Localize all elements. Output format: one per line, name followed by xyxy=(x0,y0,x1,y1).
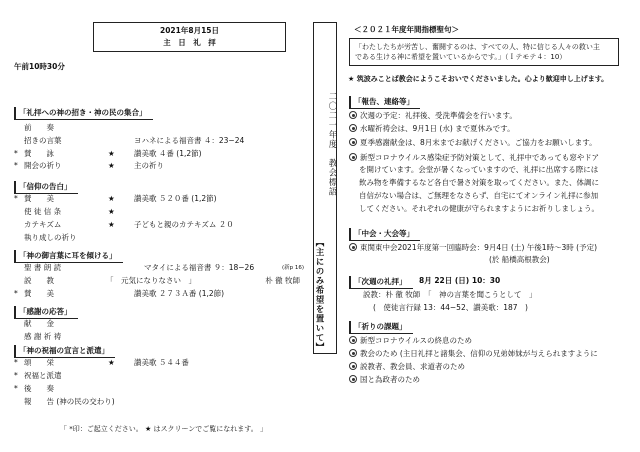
year-motto-label: 二〇二一年度 教会標語 xyxy=(327,92,337,197)
church-motto: 【主にのみ希望を置いて】 xyxy=(314,238,324,352)
service-title: 主 日 礼 拝 xyxy=(163,38,216,47)
section-heading: 「感謝の応答」 xyxy=(14,306,78,319)
screen-star-icon: ★ xyxy=(108,194,115,203)
list-item: 新型コロナウイルス感染症予防対策として、礼拝中であっても窓やドア xyxy=(349,152,599,163)
date-title-box xyxy=(93,22,286,52)
bullet-icon xyxy=(349,138,357,146)
scripture-box xyxy=(349,38,619,66)
order-section: 「感謝の応答」 献 金 感 謝 祈 祷 xyxy=(14,306,302,342)
screen-star-icon: ★ xyxy=(108,220,115,229)
bullet-icon xyxy=(349,336,357,344)
bullet-icon xyxy=(349,124,357,132)
bullet-icon xyxy=(349,375,357,383)
footnote: 「 *印：ご起立ください。 ★ はスクリーンでご覧になれます。 」 xyxy=(60,425,267,433)
bullet-icon xyxy=(349,153,357,161)
next-week-sermon: 説教：朴 徹 牧師 「 神の言葉を聞こうとして 」 xyxy=(363,290,537,299)
next-week xyxy=(349,276,629,316)
screen-star-icon: ★ xyxy=(108,149,115,158)
list-item: 説教者、教会員、求道者のため xyxy=(349,361,465,372)
list-item: 教会のため (主日礼拝と諸集会、信仰の兄弟姉妹が与えられますように xyxy=(349,348,598,359)
list-item: 次週の予定：礼拝後、受洗準備会を行います。 xyxy=(349,110,517,121)
order-section: 「神の祝福の宣言と派遣」 * 頌 栄 ★ 讃美歌 ５４４番 * 祝福と派遣 * 後 奏 報 告 (神の民の交わり) xyxy=(14,346,189,406)
scripture-text-2: である生ける神に希望を置いているからです。」（Ｉテモテ４：10） xyxy=(355,53,567,61)
scripture-heading: ＜２０２１年度年間指標聖句＞ xyxy=(354,25,459,34)
meetings-heading: 「中会・大会等」 xyxy=(349,228,420,241)
next-week-heading: 「次週の礼拝」 xyxy=(349,276,413,289)
section-heading: 「礼拝への神の招き・神の民の集合」 xyxy=(14,107,153,120)
order-section: 「信仰の告白」 * 賛 美 ★ 讃美歌 ５２０番 (1,2節) 使 徒 信 条 ★ カテキズム ★ 子どもと親のカテキズム ２０ 執り成しの祈り xyxy=(14,182,234,242)
bullet-icon xyxy=(349,111,357,119)
next-week-date: 8月 22日 (日) 10：30 xyxy=(419,276,501,285)
screen-star-icon: ★ xyxy=(108,358,115,367)
scripture-text-1: 「わたしたちが労苦し、奮闘するのは、すべての人、特に信じる人々の救い主 xyxy=(355,43,600,51)
section-heading: 「信仰の告白」 xyxy=(14,181,78,194)
next-week-reading: ( 使徒言行録 13：44−52、讃美歌：187 ) xyxy=(373,303,528,312)
list-item-continued: を開けています。会堂が暑くなっていますので、礼拝に出席する際には xyxy=(359,165,599,174)
screen-star-icon: ★ xyxy=(108,161,115,170)
order-section: 「礼拝への神の招き・神の民の集合」 前 奏 招きの言葉 ヨハネによる福音書 ４：23−24 * 賛 詠 ★ 讃美歌 ４番 (1,2節) * 開会の祈り ★ 主の祈り xyxy=(14,108,245,170)
service-time: 午前10時30分 xyxy=(14,62,65,71)
service-date: 2021年8月15日 xyxy=(159,26,220,35)
list-item: 水曜祈祷会は、9月1日 (水) まで夏休みです。 xyxy=(349,123,515,134)
screen-star-icon: ★ xyxy=(108,207,115,216)
bullet-icon xyxy=(349,362,357,370)
list-item-continued: 飲み物を準備するなど各自で暑さ対策を取ってください。また、体調に xyxy=(359,178,599,187)
bullet-icon xyxy=(349,349,357,357)
list-item-continued: してください。それぞれの健康が守られますようにお祈りしましょう。 xyxy=(359,204,599,213)
bullet-icon xyxy=(349,243,357,251)
list-item: 東関東中会2021年度第一回臨時会：9月4日 (土) 午後1時〜3時 (予定) xyxy=(349,242,597,253)
reports-heading: 「報告、連絡等」 xyxy=(349,96,420,109)
welcome-message: ★ 筑波みことば教会にようこそおいでくださいました。心より歓迎申し上げます。 xyxy=(348,75,609,83)
section-heading: 「神の御言葉に耳を傾ける」 xyxy=(14,250,123,263)
list-item-continued: (於 船橋高根教会) xyxy=(489,255,550,264)
list-item: 夏季感謝献金は、8月末までお献げください。ご協力をお願いします。 xyxy=(349,137,597,148)
section-heading: 「神の祝福の宣言と派遣」 xyxy=(14,345,115,358)
list-item: 新型コロナウイルスの終息のため xyxy=(349,335,472,346)
order-section: 「神の御言葉に耳を傾ける」 聖 書 朗 読 マタイによる福音書 ９：18−26 (新p 16) 説 教 「 元気になりなさい 」 朴 徹 牧師 * 賛 美 讃美歌 ２７３Ａ番 (1,2節) xyxy=(14,251,304,298)
list-item-continued: 自信がない場合は、ご無理をなさらず、自宅にてオンライン礼拝に参加 xyxy=(359,191,599,200)
list-item: 国と為政者のため xyxy=(349,374,420,385)
prayer-heading: 「祈りの課題」 xyxy=(349,321,413,334)
